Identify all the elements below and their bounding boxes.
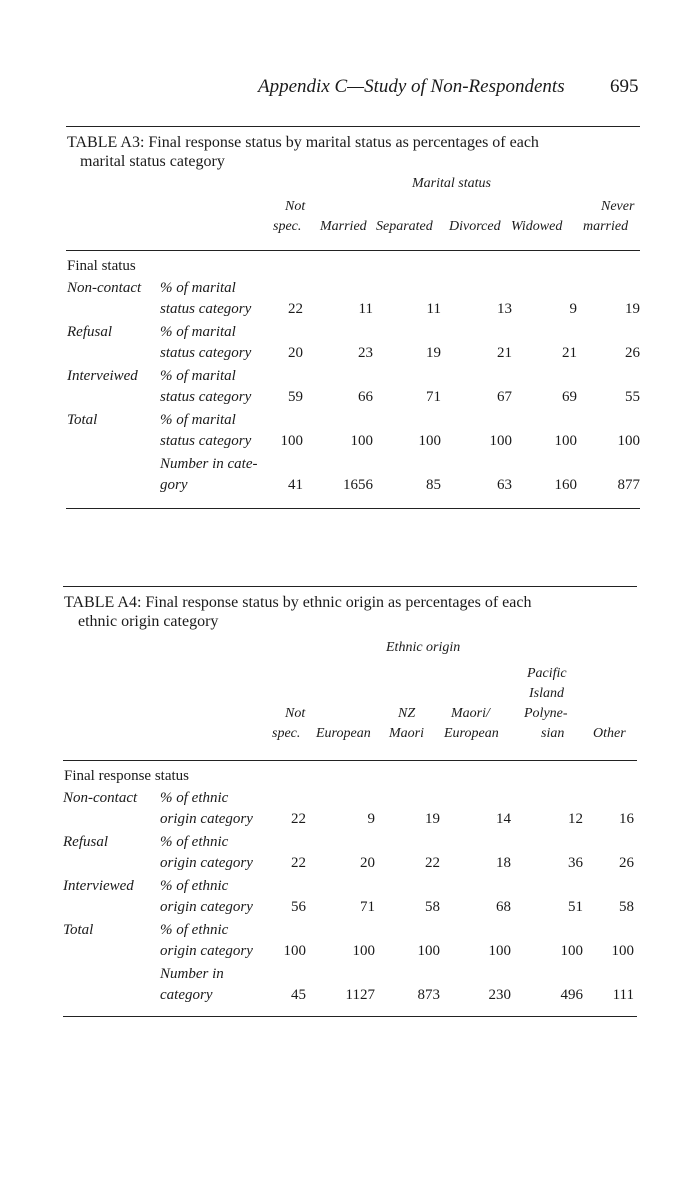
table-cell: 11 (426, 301, 441, 317)
a4-col-not-spec-line1: Not (285, 706, 306, 721)
table-cell: 85 (426, 477, 441, 493)
row-measure-line1: % of marital (160, 280, 236, 296)
table-cell: 58 (619, 899, 634, 915)
table-cell: 71 (426, 389, 441, 405)
table-a4-bottom-rule (63, 1016, 637, 1017)
table-cell: 18 (496, 855, 511, 871)
table-cell: 100 (352, 943, 375, 959)
row-measure-line2: status category (160, 301, 252, 317)
table-cell: 63 (497, 477, 512, 493)
table-cell: 100 (417, 943, 440, 959)
table-a4-caption-line2: ethnic origin category (78, 613, 219, 630)
table-cell: 1656 (343, 477, 373, 493)
table-cell: 22 (291, 811, 306, 827)
a3-col-never-line1: Never (601, 199, 635, 214)
table-cell: 111 (612, 987, 634, 1003)
table-cell: 16 (619, 811, 634, 827)
table-cell: 873 (417, 987, 440, 1003)
table-a3-bottom-rule (66, 508, 640, 509)
table-cell: 22 (288, 301, 303, 317)
a4-col-nz-line2: Maori (389, 726, 424, 741)
row-measure-line2: category (160, 987, 213, 1003)
table-cell: 100 (418, 433, 441, 449)
table-cell: 160 (554, 477, 577, 493)
row-measure-line1: Number in cate- (160, 456, 258, 472)
a4-col-pacific-line3: Polyne- (524, 706, 568, 721)
table-cell: 45 (291, 987, 306, 1003)
table-cell: 13 (497, 301, 512, 317)
row-measure-line1: % of ethnic (160, 834, 229, 850)
table-a4-caption-line1: TABLE A4: Final response status by ethnic origin as percentages of each (64, 594, 532, 611)
a3-col-married: Married (320, 219, 367, 234)
a4-col-pacific-line1: Pacific (527, 666, 567, 681)
table-a4-top-rule (63, 586, 637, 587)
a4-col-nz-line1: NZ (398, 706, 416, 721)
a4-col-maori-eur-line1: Maori/ (451, 706, 490, 721)
table-cell: 58 (425, 899, 440, 915)
table-cell: 20 (288, 345, 303, 361)
table-cell: 100 (617, 433, 640, 449)
table-cell: 36 (568, 855, 583, 871)
a3-col-separated: Separated (376, 219, 433, 234)
table-cell: 19 (426, 345, 441, 361)
table-cell: 51 (568, 899, 583, 915)
a3-col-widowed: Widowed (511, 219, 563, 234)
row-measure-line2: gory (160, 477, 188, 493)
a4-col-european: European (316, 726, 371, 741)
a3-section-label: Final status (67, 258, 136, 274)
table-cell: 41 (288, 477, 303, 493)
table-a3-caption-line2: marital status category (80, 153, 225, 170)
row-name: Non-contact (63, 790, 138, 806)
table-cell: 1127 (345, 987, 375, 1003)
table-cell: 230 (488, 987, 511, 1003)
a4-col-other: Other (593, 726, 626, 741)
a4-col-pacific-line2: Island (529, 686, 564, 701)
table-cell: 100 (489, 433, 512, 449)
row-measure-line2: origin category (160, 943, 253, 959)
table-a4-header-rule (63, 760, 637, 761)
row-name: Total (63, 922, 94, 938)
row-name: Non-contact (67, 280, 142, 296)
page-number: 695 (610, 76, 639, 97)
row-measure-line2: status category (160, 389, 252, 405)
table-cell: 55 (625, 389, 640, 405)
table-cell: 22 (425, 855, 440, 871)
row-measure-line1: % of marital (160, 412, 236, 428)
a4-col-maori-eur-line2: European (444, 726, 499, 741)
table-cell: 21 (497, 345, 512, 361)
row-measure-line2: status category (160, 345, 252, 361)
table-a4-group-header: Ethnic origin (386, 640, 461, 655)
table-a3-group-header: Marital status (412, 176, 491, 191)
table-cell: 19 (625, 301, 640, 317)
a4-section-label: Final response status (64, 768, 189, 784)
running-head-title: Appendix C—Study of Non-Respondents (258, 76, 565, 97)
table-cell: 56 (291, 899, 306, 915)
table-cell: 12 (568, 811, 583, 827)
row-measure-line1: Number in (160, 966, 224, 982)
table-cell: 19 (425, 811, 440, 827)
table-cell: 100 (280, 433, 303, 449)
row-measure-line1: % of ethnic (160, 922, 229, 938)
a3-col-never-line2: married (583, 219, 629, 234)
table-cell: 100 (283, 943, 306, 959)
table-cell: 9 (569, 301, 577, 317)
table-a3-header-rule (66, 250, 640, 251)
a3-col-not-spec-line1: Not (285, 199, 306, 214)
table-cell: 66 (358, 389, 373, 405)
table-cell: 100 (554, 433, 577, 449)
table-cell: 69 (562, 389, 577, 405)
table-cell: 100 (560, 943, 583, 959)
row-measure-line2: status category (160, 433, 252, 449)
a3-col-not-spec-line2: spec. (273, 219, 302, 234)
table-cell: 26 (625, 345, 640, 361)
table-cell: 9 (367, 811, 375, 827)
table-cell: 20 (360, 855, 375, 871)
table-cell: 71 (360, 899, 375, 915)
row-measure-line1: % of ethnic (160, 790, 229, 806)
table-cell: 21 (562, 345, 577, 361)
table-cell: 26 (619, 855, 634, 871)
row-measure-line2: origin category (160, 811, 253, 827)
row-measure-line1: % of marital (160, 368, 236, 384)
table-cell: 496 (560, 987, 583, 1003)
table-cell: 100 (488, 943, 511, 959)
a4-col-not-spec-line2: spec. (272, 726, 301, 741)
row-name: Refusal (63, 834, 108, 850)
table-cell: 59 (288, 389, 303, 405)
table-a3-top-rule (66, 126, 640, 127)
table-cell: 11 (358, 301, 373, 317)
a3-col-divorced: Divorced (449, 219, 501, 234)
table-cell: 67 (497, 389, 512, 405)
table-cell: 14 (496, 811, 511, 827)
table-cell: 877 (617, 477, 640, 493)
row-name: Interveiwed (67, 368, 138, 384)
table-cell: 68 (496, 899, 511, 915)
table-cell: 23 (358, 345, 373, 361)
row-name: Refusal (67, 324, 112, 340)
a4-col-pacific-line4: sian (541, 726, 565, 741)
row-name: Interviewed (63, 878, 134, 894)
row-measure-line1: % of ethnic (160, 878, 229, 894)
table-cell: 100 (611, 943, 634, 959)
row-name: Total (67, 412, 98, 428)
row-measure-line2: origin category (160, 899, 253, 915)
table-a3-caption-line1: TABLE A3: Final response status by marital status as percentages of each (67, 134, 539, 151)
table-cell: 22 (291, 855, 306, 871)
row-measure-line2: origin category (160, 855, 253, 871)
table-cell: 100 (350, 433, 373, 449)
row-measure-line1: % of marital (160, 324, 236, 340)
